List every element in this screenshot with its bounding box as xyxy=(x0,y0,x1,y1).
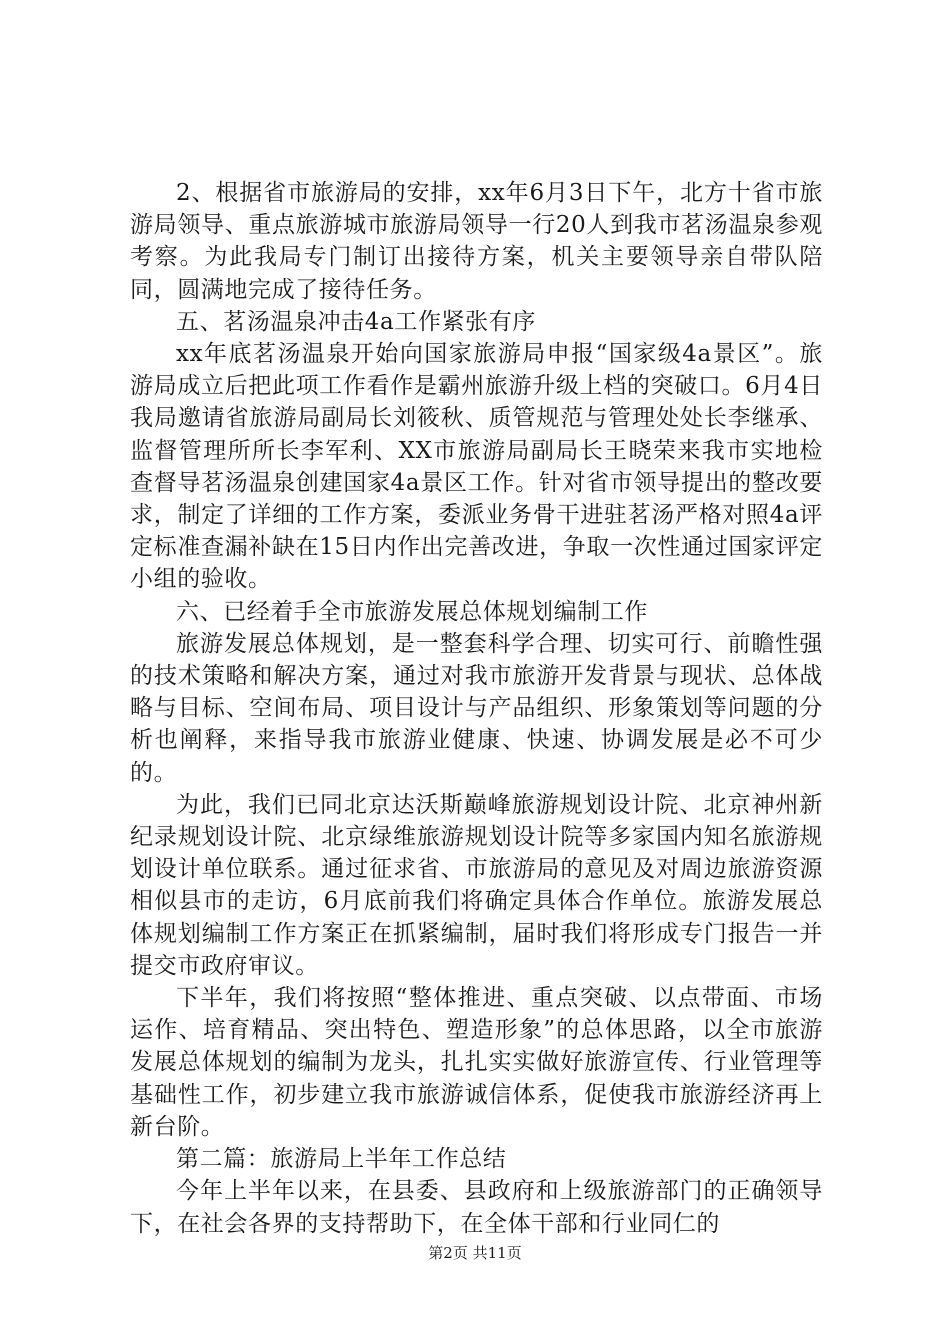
page-number-footer: 第2页 共11页 xyxy=(428,1244,522,1262)
chapter-heading-second-article: 第二篇：旅游局上半年工作总结 xyxy=(176,1146,507,1173)
paragraph-4a-application: xx年底茗汤温泉开始向国家旅游局申报“国家级4a景区”。旅游局成立后把此项工作看作是霸州旅游升级上档的突破口。6月4日我局邀请省旅游局副局长刘筱秋、质管规范与管理处处长李继承、监督管理所所长李军利、XX市旅游局副局长王晓荣来我市实地检查督导茗汤温泉创建国家4a景区工作。针对省市领导提出的整改要求，制定了详细的工作方案，委派业务骨干进驻茗汤严格对照4a评定标准查漏补缺在15日内作出完善改进，争取一次性通过国家评定小组的验收。 xyxy=(130,341,823,593)
paragraph-reception-task: 2、根据省市旅游局的安排，xx年6月3日下午，北方十省市旅游局领导、重点旅游城市旅游局领导一行20人到我市茗汤温泉参观考察。为此我局专门制订出接待方案，机关主要领导亲自带队陪同，圆满地完成了接待任务。 xyxy=(130,180,823,303)
paragraph-planning-institutes: 为此，我们已同北京达沃斯巅峰旅游规划设计院、北京神州新纪录规划设计院、北京绿维旅游规划设计院等多家国内知名旅游规划设计单位联系。通过征求省、市旅游局的意见及对周边旅游资源相似县市的走访，6月底前我们将确定具体合作单位。旅游发展总体规划编制工作方案正在抓紧编制，届时我们将形成专门报告一并提交市政府审议。 xyxy=(130,791,823,979)
section-heading-4a-work: 五、茗汤温泉冲击4a工作紧张有序 xyxy=(176,308,536,335)
document-body xyxy=(130,177,823,1240)
section-heading-master-plan: 六、已经着手全市旅游发展总体规划编制工作 xyxy=(176,598,648,625)
paragraph-second-article-intro: 今年上半年以来，在县委、县政府和上级旅游部门的正确领导下，在社会各界的支持帮助下，在全体干部和行业同仁的 xyxy=(130,1178,823,1237)
paragraph-master-plan-definition: 旅游发展总体规划，是一整套科学合理、切实可行、前瞻性强的技术策略和解决方案，通过对我市旅游开发背景与现状、总体战略与目标、空间布局、项目设计与产品组织、形象策划等问题的分析也阐释，来指导我市旅游业健康、快速、协调发展是必不可少的。 xyxy=(130,630,823,786)
paragraph-second-half-plan: 下半年，我们将按照“整体推进、重点突破、以点带面、市场运作、培育精品、突出特色、塑造形象”的总体思路，以全市旅游发展总体规划的编制为龙头，扎扎实实做好旅游宣传、行业管理等基础性工作，初步建立我市旅游诚信体系，促使我市旅游经济再上新台阶。 xyxy=(130,985,823,1140)
